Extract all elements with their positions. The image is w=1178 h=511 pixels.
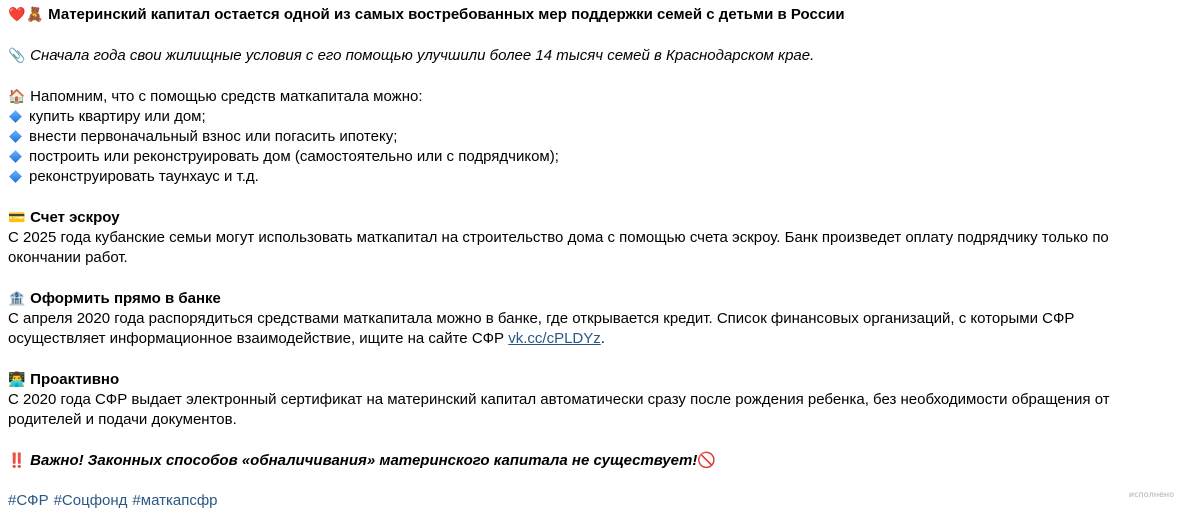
paperclip-icon: 📎 (8, 47, 26, 63)
credit-card-icon: 💳 (8, 209, 26, 225)
warning-text: Важно! Законных способов «обналичивания» материнского капитала не существует! (30, 452, 698, 469)
watermark: исполнено (1128, 490, 1174, 499)
escrow-heading-text: Счет эскроу (30, 209, 120, 226)
proactive-heading-text: Проактивно (30, 371, 120, 388)
intro-line (8, 45, 1170, 66)
intro-text: Сначала года свои жилищные условия с его помощью улучшили более 14 тысяч семей в Краснодарском крае. (30, 47, 815, 64)
bank-paragraph (8, 309, 1170, 349)
list-item-text: реконструировать таунхаус и т.д. (29, 168, 259, 185)
proactive-text: С 2020 года СФР выдает электронный сертификат на материнский капитал автоматически сразу после рождения ребенка, без необходимости обращения от родителей и подачи документов. (8, 391, 1110, 428)
blue-diamond-icon (9, 110, 22, 123)
list-item-text: купить квартиру или дом; (29, 108, 206, 125)
hashtags (8, 491, 1170, 511)
bank-text-end: . (600, 330, 605, 347)
post-body (8, 4, 1170, 511)
warning-line (8, 450, 1170, 471)
proactive-heading (8, 369, 1170, 390)
post-title (8, 4, 1170, 25)
escrow-text: С 2025 года кубанские семьи могут использовать маткапитал на строительство дома с помощью счета эскроу. Банк произведет оплату подрядчику только по окончании работ. (8, 229, 1109, 266)
list-item (8, 127, 1170, 147)
list-item (8, 167, 1170, 187)
blue-diamond-icon (9, 170, 22, 183)
heart-icon: ❤️ (8, 6, 26, 22)
escrow-heading (8, 207, 1170, 228)
reminder-line (8, 86, 1170, 107)
blue-diamond-icon (9, 150, 22, 163)
list-item (8, 107, 1170, 127)
hashtag-link[interactable]: #Соцфонд (53, 492, 128, 509)
list-item-text: внести первоначальный взнос или погасить ипотеку; (29, 128, 398, 145)
teddy-bear-icon: 🧸 (26, 6, 44, 22)
list-item (8, 147, 1170, 167)
hashtag-link[interactable]: #СФР (8, 492, 49, 509)
prohibited-icon: 🚫 (697, 452, 717, 469)
hashtag-link[interactable]: #маткапсфр (132, 492, 218, 509)
bank-icon: 🏦 (8, 290, 26, 306)
sfr-link[interactable]: vk.cc/cPLDYz (508, 330, 601, 347)
bank-text: С апреля 2020 года распорядиться средствами маткапитала можно в банке, где открывается кредит. Список финансовых организаций, с которыми СФР осуществляет информационное взаимодействие, ищите на сайте СФР (8, 310, 1075, 347)
house-icon: 🏠 (8, 88, 26, 104)
blue-diamond-icon (9, 130, 22, 143)
technologist-icon: 👨‍💻 (8, 371, 26, 387)
list-item-text: построить или реконструировать дом (самостоятельно или с подрядчиком); (29, 148, 559, 165)
post-title-text: Материнский капитал остается одной из самых востребованных мер поддержки семей с детьми в России (48, 6, 845, 23)
reminder-text: Напомним, что с помощью средств маткапитала можно: (30, 88, 423, 105)
double-exclamation-icon: ‼️ (8, 452, 26, 468)
bank-heading (8, 288, 1170, 309)
bank-heading-text: Оформить прямо в банке (30, 290, 221, 307)
